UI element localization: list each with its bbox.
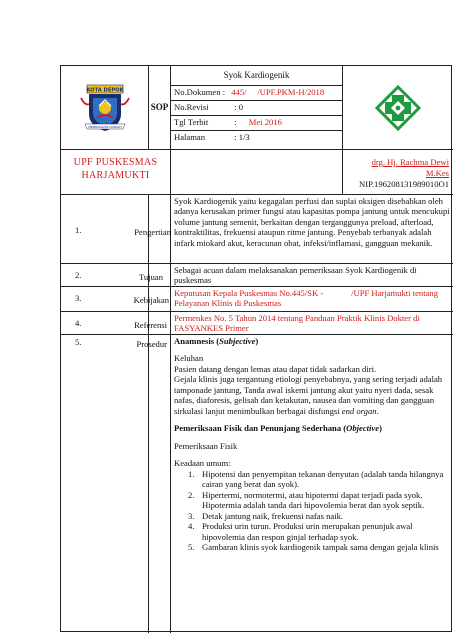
section-1-number: 1. (75, 225, 82, 235)
pemeriksaan-fisik-label: Pemeriksaan Fisik (174, 440, 238, 451)
kota-depok-logo-cell (61, 66, 149, 150)
no-revisi-label: No.Revisi (174, 102, 209, 112)
logo-motto-text: MEMBANGUN DAERAH (87, 124, 122, 129)
kota-depok-logo-icon (77, 84, 133, 132)
list-item: 5. Gambaran klinis syok kardiogenik tampak sama dengan gejala klinis (188, 542, 439, 553)
no-dokumen-value: 445/ /UPF.PKM-H/2018 (231, 87, 325, 97)
list-item: 1. Hipotensi dan penyempitan tekanan denyutan (adalah tanda hilangnya cairan yang berat dan syok). (188, 468, 444, 490)
halaman-row (171, 131, 343, 150)
tgl-terbit-label: Tgl Terbit (174, 117, 209, 127)
org-blank-cell (171, 150, 343, 195)
no-dokumen-label: No.Dokumen : (174, 87, 226, 97)
section-3-number: 3. (75, 293, 82, 303)
org-name-line2: HARJAMUKTI (81, 170, 150, 181)
section-2-label: Tujuan (138, 272, 163, 282)
list-item: 4. Produksi urin turun. Produksi urin merupakan penunjuk awal hipovolemia dan respon ginjal terhadap syok. (188, 521, 413, 542)
section-3-label-cell (133, 287, 171, 312)
puskesmas-logo-cell (343, 66, 453, 150)
anamnesis-heading: Anamnesis (Subjective) (174, 336, 259, 346)
keluhan-paragraph-1: Pasien datang dengan lemas atau dapat tidak sadarkan diri. (174, 363, 377, 374)
tgl-terbit-value: Mei 2016 (248, 117, 282, 127)
org-name-cell (61, 150, 171, 195)
section-5-number-cell (61, 335, 149, 633)
section-4-label-cell (134, 312, 171, 335)
no-dokumen-row (171, 86, 343, 101)
halaman-value: : 1/3 (234, 132, 250, 142)
pemeriksaan-heading: Pemeriksaan Fisik dan Penunjang Sederhana (Objective) (174, 423, 382, 434)
keluhan-label: Keluhan (174, 353, 204, 364)
tgl-terbit-sep: : (234, 117, 237, 127)
section-5-label-cell (136, 335, 171, 633)
keadaan-umum-list (174, 469, 450, 553)
list-item: 3. Detak jantung naik, frekuensi nafas naik. (188, 510, 344, 521)
section-2-number: 2. (75, 270, 82, 280)
section-4-number: 4. (75, 318, 82, 328)
prosedur-content (171, 335, 453, 633)
no-revisi-row (171, 101, 343, 116)
section-2-text: Sebagai acuan dalam melaksanakan pemeriksaan Syok Kardiogenik di puskesmas (171, 264, 453, 287)
section-1-text: Syok Kardiogenik yaitu kegagalan perfusi dan suplai oksigen disebabkan oleh adanya kerusakan primer fungsi atau kapasitas pompa jantung untuk mencukupi volume jantung semenit, berkaitan dengan terganggunya preload, afterload, kontraktilitas, frekuensi ataupun ritme jantung. Penyebab terbanyak adalah infark miokard akut, keracunan obat, infeksi/inflamasi, gangguan mekanik. (171, 195, 453, 264)
sop-label: SOP (149, 66, 171, 150)
no-revisi-value: : 0 (234, 102, 243, 112)
section-2-label-cell (138, 264, 171, 287)
signatory-nip: NIP.196208131989010O1 (359, 179, 449, 189)
section-3-text: Keputusan Kepala Puskesmas No.445/SK - /UPF Harjamukti tentang Pelayanan Klinis di Puskesmas (171, 287, 453, 312)
section-5-number: 5. (75, 337, 82, 347)
section-3-label: Kebijakan (133, 295, 169, 305)
document-title: Syok Kardiogenik (171, 66, 343, 86)
signatory-name: drg. Hj. Rachma Dewi (371, 157, 449, 167)
list-item: 2. Hipertermi, normotermi, atau hipotermi dapat terjadi pada syok. Hipotermia adalah tanda dari hipovolemia berat dan syok septik. (188, 489, 425, 511)
sop-table (60, 65, 452, 632)
keluhan-paragraph-2: Gejala klinis juga tergantung etiologi penyebabnya, yang sering terjadi adalah tamponade jantung, Tanda awal iskemi jantung akut yaitu nyeri dada, sesak nafas, diaforesis, gelisah dan ketakutan, nausea dan vomiting dan gangguan sirkulasi lanjut menimbulkan berbagai disfungsi end organ. (174, 374, 443, 416)
keadaan-umum-label: Keadaan umum: (174, 458, 231, 469)
halaman-label: Halaman (174, 132, 206, 142)
section-4-label: Referensi (134, 320, 167, 330)
org-name-line1: UPF PUSKESMAS (73, 157, 158, 168)
signatory-title: M.Kes (425, 168, 449, 178)
signatory-cell (343, 150, 453, 195)
puskesmas-logo-icon (375, 85, 421, 131)
section-1-label: Pengertian (134, 227, 171, 237)
section-5-label: Prosedur (136, 339, 167, 349)
section-4-text: Permenkes No. 5 Tahun 2014 tentang Panduan Praktik Klinis Dokter di FASYANKES Primer (171, 312, 453, 335)
section-1-label-cell (134, 195, 171, 264)
logo-banner-text: KOTA DEPOK (85, 86, 124, 93)
tgl-terbit-row (171, 116, 343, 131)
